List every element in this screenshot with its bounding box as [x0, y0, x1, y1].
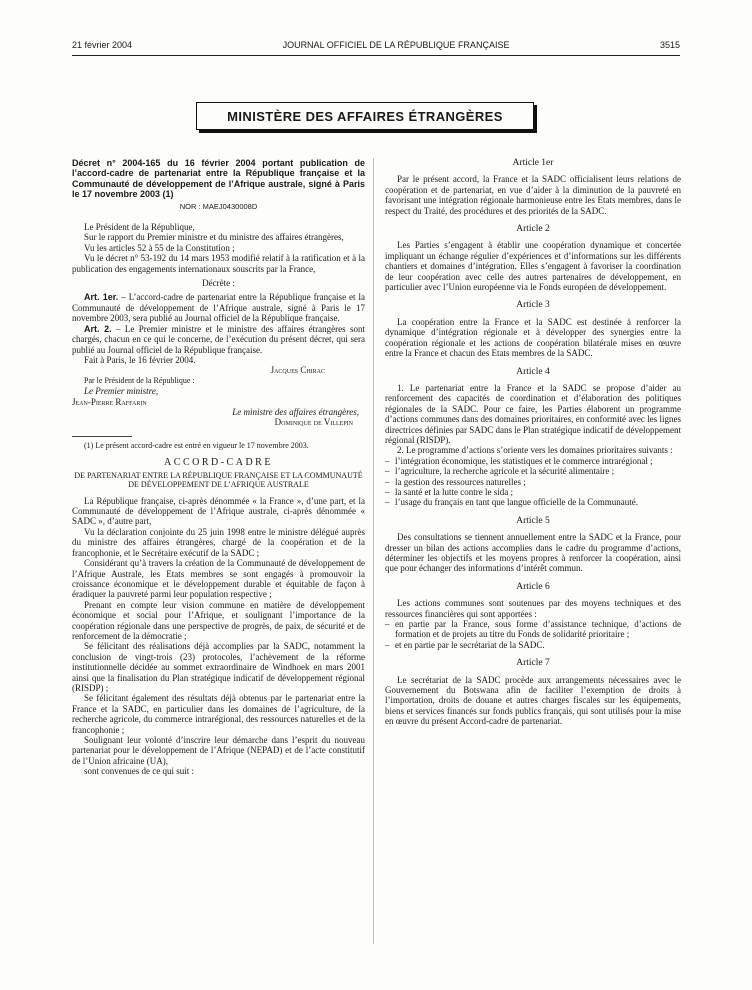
- list-item: – en partie par la France, sous forme d’assistance technique, d’actions de formation et de projets au titre du Fonds de solidarité prioritaire ;: [385, 619, 681, 640]
- footnote-rule: [72, 436, 132, 437]
- article-paragraph: Par le présent accord, la France et la SADC officialisent leurs relations de coopération et de partenariat, en vue d’aider à la diminution de la pauvreté en favorisant une intégration régionale harmonieuse entre les Etats membres, dans le respect du Traité, des procédures et des priorités de la SADC.: [385, 174, 681, 216]
- decree-paragraph: Vu les articles 52 à 55 de la Constitution ;: [84, 242, 235, 253]
- decree-nor: NOR : MAEJ0430008D: [179, 201, 258, 211]
- decree-article-1: [72, 292, 365, 323]
- article-paragraph: Les Parties s’engagent à établir une coopération dynamique et concertée impliquant un échange régulier d’expériences et d’informations sur les différents chantiers et domaines d’intégration. Elles s’engagent à favoriser la coordination de leur coopération avec celle des autres partenaires de développement, en particulier avec l’Union européenne via le Fonds européen de développement.: [385, 240, 681, 293]
- accord-preamble: Prenant en compte leur vision commune en matière de développement économique et social pour l’Afrique, et soulignant l’importance de la coopération régionale dans une perspective de progrès, de paix, de sécurité et de renforcement de la démocratie ;: [72, 599, 365, 641]
- accord-subtitle: DE PARTENARIAT ENTRE LA RÉPUBLIQUE FRANÇAISE ET LA COMMUNAUTÉ DE DÉVELOPPEMENT DE L’AFRIQUE AUSTRALE: [74, 470, 363, 490]
- article-2-label: Art. 2.: [84, 323, 112, 334]
- decree-title: Décret n° 2004-165 du 16 février 2004 portant publication de l’accord-cadre de partenariat entre la République française et la Communauté de développement de l’Afrique australe, signé à Paris le 17 novembre 2003 (1): [72, 158, 365, 200]
- article-paragraph: La coopération entre la France et la SADC est destinée à renforcer la dynamique d’intégration régionale et à développer des synergies entre la coopération régionale et les actions de coopération bilatérale mises en œuvre entre la France et chacun des Etats membres de la SADC.: [385, 316, 681, 359]
- header-rule: [72, 55, 680, 56]
- accord-preamble: sont convenues de ce qui suit :: [84, 766, 194, 777]
- decree-decrete: Décrète :: [202, 278, 235, 289]
- article-1-text: – L’accord-cadre de partenariat entre la République française et la Communauté de développement de l’Afrique australe, signé à Paris le 17 novembre 2003, sera publié au Journal officiel de la République française.: [72, 292, 365, 324]
- decree-paragraph: Sur le rapport du Premier ministre et du ministre des affaires étrangères,: [84, 232, 344, 243]
- article-paragraph: 1. Le partenariat entre la France et la SADC se propose d’aider au renforcement des capacités de coordination et d’élaboration des politiques régionales de la SADC. Pour ce faire, les Parties élaborent un programme d’actions communes dans des domaines prioritaires, en conformité avec les lignes directrices définies par SADC dans le Plan stratégique indicatif de développement régional (RISDP).: [385, 382, 681, 445]
- decree-paragraph: Le Président de la République,: [84, 222, 195, 233]
- article-2-text: – Le Premier ministre et le ministre des affaires étrangères sont chargés, chacun en ce qui le concerne, de l’exécution du présent décret, qui sera publié au Journal officiel de la République française.: [72, 323, 365, 355]
- article-paragraph: Le secrétariat de la SADC procède aux arrangements nécessaires avec le Gouvernement du Botswana afin de faciliter l’exemption de droits à l’importation, droits de douane et autres charges fiscales sur les équipements, biens et services financés sur fonds publics français, qui sont utilisés pour la mise en œuvre du présent Accord-cadre de partenariat.: [385, 674, 681, 727]
- footnote: (1) Le présent accord-cadre est entré en vigueur le 17 novembre 2003.: [84, 440, 309, 450]
- list-item: – la santé et la lutte contre le sida ;: [385, 487, 681, 497]
- accord-preamble: La République française, ci-après dénommée « la France », d’une part, et la Communauté de développement de l’Afrique australe, ci-après dénommée « SADC », d’autre part,: [72, 495, 365, 527]
- list-item: – la gestion des ressources naturelles ;: [385, 477, 681, 487]
- article-heading: Article 5: [516, 515, 550, 526]
- article-heading: Article 7: [516, 658, 550, 669]
- by-president: Par le Président de la République :: [84, 375, 195, 385]
- column-divider: [373, 158, 374, 944]
- article-heading: Article 3: [516, 300, 550, 311]
- list-item: – et en partie par le secrétariat de la SADC.: [385, 640, 681, 650]
- decree-done-at: Fait à Paris, le 16 février 2004.: [84, 354, 196, 365]
- article-1-label: Art. 1er.: [84, 292, 119, 303]
- decree-paragraph: Vu le décret n° 53-192 du 14 mars 1953 modifié relatif à la ratification et à la publication des engagements internationaux souscrits par la France,: [72, 253, 365, 274]
- pm-name: Jean-Pierre Raffarin: [72, 396, 147, 407]
- header-journal: JOURNAL OFFICIEL DE LA RÉPUBLIQUE FRANÇAISE: [282, 40, 510, 50]
- left-column: [72, 158, 365, 777]
- pm-title: Le Premier ministre,: [84, 386, 159, 397]
- article-paragraph: Des consultations se tiennent annuellement entre la SADC et la France, pour dresser un bilan des actions accomplies dans le cadre du programme d’actions, déterminer les objectifs et les moyens propres à renforcer la coopération, ainsi que pour échanger des informations d’intérêt commun.: [385, 532, 681, 574]
- signature-president: Jacques Chirac: [270, 365, 325, 376]
- accord-preamble: Se félicitant des réalisations déjà accomplies par la SADC, notamment la conclusion de vingt-trois (23) protocoles, l’achèvement de la réforme institutionnelle décidée au sommet extraordinaire de Windhoek en mars 2001 ainsi que la finalisation du Plan stratégique indicatif de développement régional (RISDP) ;: [72, 641, 365, 693]
- running-header: [72, 40, 680, 54]
- article-heading: Article 4: [516, 366, 550, 377]
- list-item: – l’agriculture, la recherche agricole et la sécurité alimentaire ;: [385, 466, 681, 476]
- header-page-number: 3515: [659, 40, 680, 50]
- accord-preamble: Soulignant leur volonté d’inscrire leur démarche dans l’esprit du nouveau partenariat pour le développement de l’Afrique (NEPAD) et de l’acte constitutif de l’Union africaine (UA),: [72, 735, 365, 766]
- right-column: [385, 158, 681, 727]
- accord-title: ACCORD-CADRE: [164, 457, 273, 469]
- article-paragraph: Les actions communes sont soutenues par des moyens techniques et des ressources financières qui sont apportées :: [385, 598, 681, 619]
- list-item: – l’usage du français en tant que langue officielle de la Communauté.: [385, 497, 681, 507]
- article-heading: Article 2: [516, 224, 550, 235]
- article-heading: Article 6: [516, 581, 550, 592]
- list-item: – l’intégration économique, les statistiques et le commerce intrarégional ;: [385, 456, 681, 466]
- article-heading: Article 1er: [512, 158, 554, 168]
- minister-title: Le ministre des affaires étrangères,: [232, 406, 359, 417]
- header-date: 21 février 2004: [72, 40, 133, 50]
- decree-article-2: [72, 324, 365, 355]
- article-paragraph: 2. Le programme d’actions s’oriente vers les domaines prioritaires suivants :: [397, 445, 673, 456]
- accord-preamble: Considérant qu’à travers la création de la Communauté de développement de l’Afrique Australe, les Etats membres se sont engagés à promouvoir la croissance économique et le développement durable et équitable de façon à éradiquer la pauvreté parmi leur population respective ;: [72, 558, 365, 600]
- ministry-box: MINISTÈRE DES AFFAIRES ÉTRANGÈRES: [196, 102, 534, 130]
- accord-preamble: Vu la déclaration conjointe du 25 juin 1998 entre le ministre délégué auprès du ministre des affaires étrangères, chargé de la coopération et de la francophonie, et le Secrétaire exécutif de la SADC ;: [72, 526, 365, 558]
- minister-name: Dominique de Villepin: [274, 417, 353, 428]
- accord-preamble: Se félicitant également des résultats déjà obtenus par le partenariat entre la France et la SADC, en particulier dans les domaines de l’agriculture, de la recherche agricole, du commerce intrarégional, des ressources naturelles et de la francophonie ;: [72, 693, 365, 735]
